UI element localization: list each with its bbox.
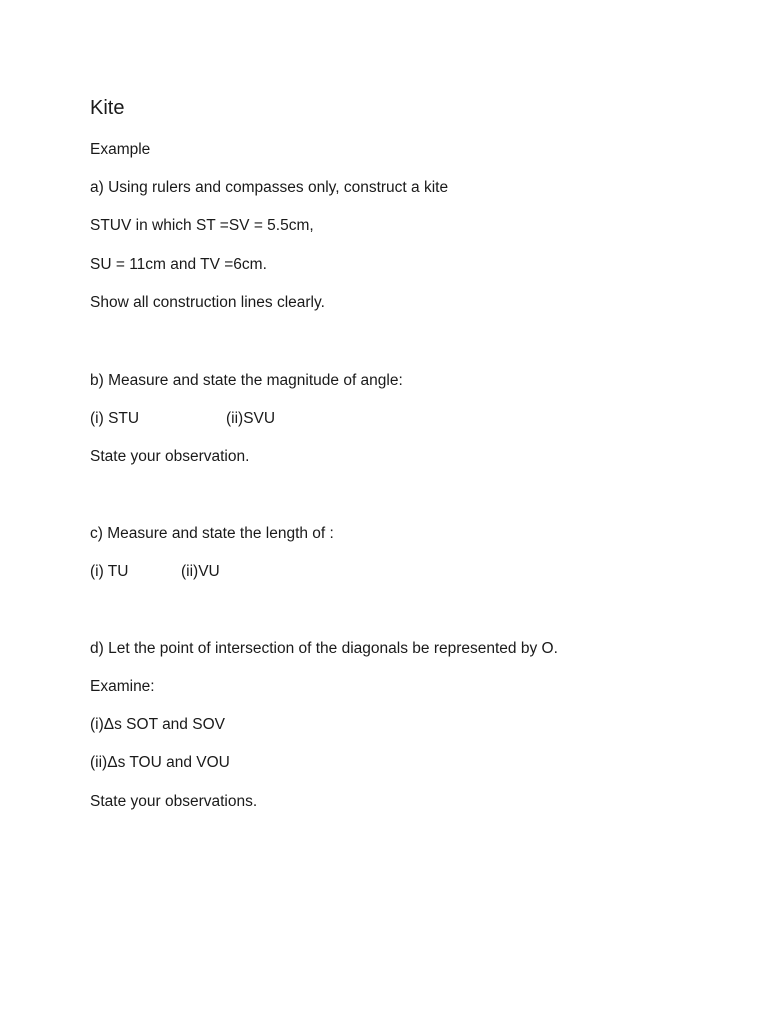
part-c-item-ii: (ii)VU: [181, 563, 220, 580]
part-b-item-i: (i) STU: [90, 410, 140, 427]
part-a-line-4: Show all construction lines clearly.: [90, 294, 325, 311]
part-c-prompt: c) Measure and state the length of :: [90, 525, 334, 542]
part-d-examine: Examine:: [90, 678, 155, 695]
document-title: Kite: [90, 97, 125, 119]
part-a-line-1: a) Using rulers and compasses only, construct a kite: [90, 179, 449, 196]
part-a-line-2: STUV in which ST =SV = 5.5cm,: [90, 217, 314, 234]
part-a-line-3: SU = 11cm and TV =6cm.: [90, 256, 267, 273]
part-d-item-i: (i)Δs SOT and SOV: [90, 716, 225, 733]
part-b-observation: State your observation.: [90, 448, 250, 465]
part-d-prompt: d) Let the point of intersection of the diagonals be represented by O.: [90, 640, 558, 657]
part-d-item-ii: (ii)Δs TOU and VOU: [90, 754, 230, 771]
part-b-item-ii: (ii)SVU: [226, 410, 276, 427]
part-b-prompt: b) Measure and state the magnitude of angle:: [90, 372, 403, 389]
example-label: Example: [90, 141, 151, 158]
part-d-observations: State your observations.: [90, 793, 258, 810]
part-c-item-i: (i) TU: [90, 563, 129, 580]
